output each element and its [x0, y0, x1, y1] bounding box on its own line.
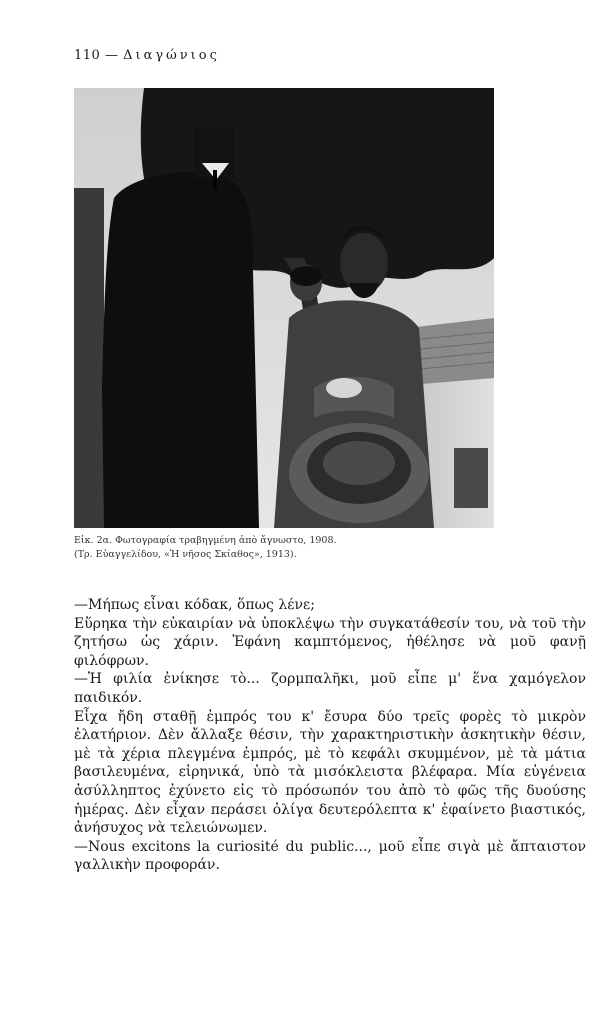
paragraph: Εὕρηκα τὴν εὐκαιρίαν νὰ ὑποκλέψω τὴν συγκατάθεσίν του, νὰ τοῦ τὴν ζητήσω ὡς χάριν. Ἐφάνη καμπτόμενος, ἠθέλησε νὰ μοῦ φανῇ φιλόφρων. [74, 615, 586, 669]
paragraph: —Μήπως εἶναι κόδακ, ὅπως λένε; [74, 597, 315, 613]
page-number: 110 [74, 48, 101, 63]
caption-line-2: (Τρ. Εὐαγγελίδου, «Ἡ νῆσος Σκίαθος», 1913). [74, 549, 297, 560]
body-text [74, 596, 586, 875]
historical-photograph [74, 88, 494, 528]
running-title: Διαγώνιος [123, 48, 220, 63]
paragraph: —Nous excitons la curiosité du public..., μοῦ εἶπε σιγὰ μὲ ἄπταιστον γαλλικὴν προφοράν. [74, 838, 586, 874]
paragraph: —Ἡ φιλία ἐνίκησε τὸ... ζορμπαλῆκι, μοῦ εἶπε μ' ἕνα χαμόγελον παιδικόν. [74, 671, 586, 706]
running-head [74, 48, 220, 63]
photograph-image [74, 88, 494, 528]
header-separator: — [104, 48, 119, 63]
figure-caption [74, 534, 514, 562]
paragraph: Εἶχα ἤδη σταθῇ ἐμπρός του κ' ἔσυρα δύο τρεῖς φορὲς τὸ μικρὸν ἐλατήριον. Δὲν ἄλλαξε θέσιν, τὴν χαρακτηριστικὴν ἀσκητικὴν θέσιν, μὲ τὰ χέρια πλεγμένα ἐμπρός, μὲ τὸ κεφάλι σκυμμένον, μὲ τὰ μάτια βασιλευμένα, εἰρηνικά, ὑπὸ τὰ μισόκλειστα βλέφαρα. Μία εὐγένεια ἀσύλληπτος ἐχύνετο εἰς τὸ πρόσωπόν του ἀπὸ τὸ φῶς τῆς δυούσης ἡμέρας. Δὲν εἶχαν περάσει ὀλίγα δευτερόλεπτα κ' ἐφαίνετο βιαστικός, ἀνήσυχος νὰ τελειώνωμεν. [74, 708, 586, 837]
caption-line-1: Εἰκ. 2α. Φωτογραφία τραβηγμένη ἀπὸ ἄγνωστο, 1908. [74, 535, 337, 546]
